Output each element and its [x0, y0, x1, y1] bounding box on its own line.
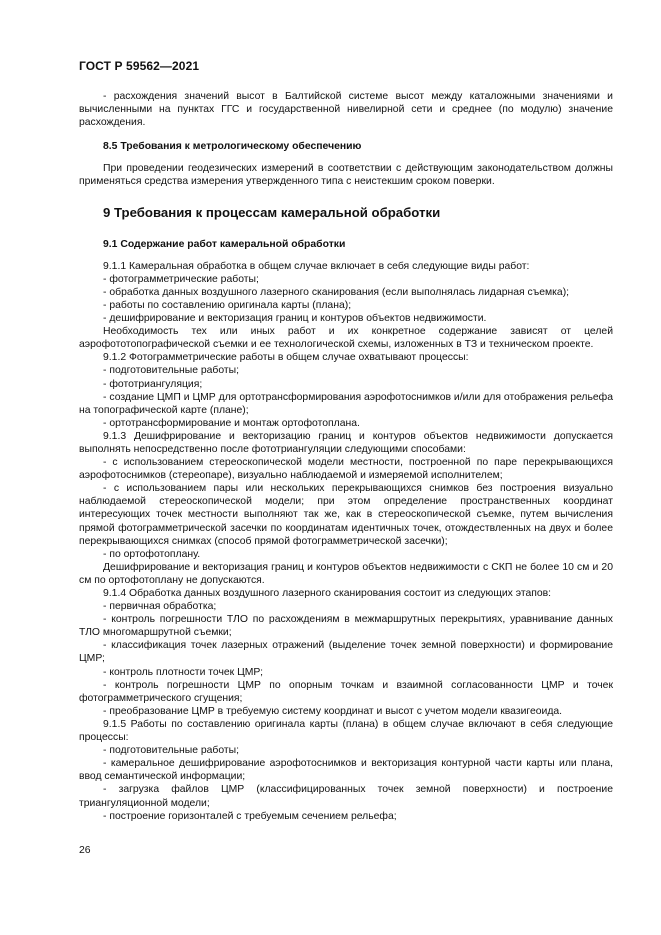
- paragraph: 9.1.5 Работы по составлению оригинала карты (плана) в общем случае включают в себя следующие процессы:: [79, 718, 613, 744]
- list-item: - подготовительные работы;: [103, 365, 240, 377]
- paragraph: При проведении геодезических измерений в соответствии с действующим законодательством должны применяться средства измерения утвержденного типа с неистекшим сроком поверки.: [79, 163, 613, 188]
- paragraph: 9.1.4 Обработка данных воздушного лазерного сканирования состоит из следующих этапов:: [103, 588, 552, 599]
- list-item: - контроль плотности точек ЦМР;: [103, 666, 264, 678]
- paragraph: 9.1.1 Камеральная обработка в общем случае включает в себя следующие виды работ:: [103, 260, 530, 272]
- list-item: - первичная обработка;: [103, 601, 217, 613]
- list-item: - с использованием стереоскопической модели местности, построенной по паре перекрывающихся аэрофотоснимков (стереопаре), визуально наблюдаемой и измеряемой исполнителем;: [79, 457, 613, 482]
- subsection-heading-8-5: 8.5 Требования к метрологическому обеспечению: [103, 141, 362, 153]
- subsection-heading-9-1: 9.1 Содержание работ камеральной обработки: [103, 238, 346, 250]
- list-item: - загрузка файлов ЦМР (классифицированных точек земной поверхности) и построение триангуляционной модели;: [79, 784, 613, 809]
- list-item: - классификация точек лазерных отражений (выделение точек земной поверхности) и формирование ЦМР;: [79, 640, 613, 665]
- page-number: 26: [79, 845, 91, 856]
- list-item: - с использованием пары или нескольких перекрывающихся снимков без построения визуально наблюдаемой стереоскопической модели; при этом определение пространственных координат интересующих точек местности выполняют так же, как в стереоскопической съемке, путем вычисления прямой фотограмметрической засечки по координатам идентичных точек, отождествленных на двух и более перекрывающихся снимках (способ прямой фотограмметрической засечки);: [79, 483, 613, 547]
- list-item: - по ортофотоплану.: [103, 548, 201, 560]
- list-item: - подготовительные работы;: [103, 745, 240, 757]
- paragraph: 9.1.2 Фотограмметрические работы в общем случае охватывают процессы:: [103, 352, 469, 364]
- document-code: ГОСТ Р 59562—2021: [79, 59, 200, 73]
- list-item: - обработка данных воздушного лазерного сканирования (если выполнялась лидарная съемка);: [103, 286, 570, 298]
- list-item: - создание ЦМП и ЦМР для ортотрансформирования аэрофотоснимков и/или для отображения рельефа на топографической карте (плане);: [79, 391, 613, 416]
- paragraph: Дешифрирование и векторизация границ и контуров объектов недвижимости с СКП не более 10 см и 20 см по ортофотоплану не допускаются.: [79, 561, 613, 586]
- list-item: - ортотрансформирование и монтаж ортофотоплана.: [103, 417, 360, 429]
- list-item: - работы по составлению оригинала карты (плана);: [103, 299, 352, 311]
- document-body: [79, 90, 613, 823]
- list-item: - камеральное дешифрирование аэрофотоснимков и векторизация контурной части карты или плана, ввод семантической информации;: [79, 758, 613, 783]
- list-item: - дешифрирование и векторизация границ и контуров объектов недвижимости.: [103, 313, 487, 325]
- paragraph: - расхождения значений высот в Балтийской системе высот между каталожными значениями и вычисленными на пунктах ГГС и государственной нивелирной сети и среднее (по модулю) значение расхождения.: [79, 91, 613, 129]
- list-item: - преобразование ЦМР в требуемую систему координат и высот с учетом модели квазигеоида.: [103, 705, 563, 717]
- list-item: - построение горизонталей с требуемым сечением рельефа;: [103, 810, 397, 822]
- list-item: - контроль погрешности ТЛО по расхождениям в межмаршрутных перекрытиях, уравнивание данных ТЛО многомаршрутной съемки;: [79, 614, 613, 639]
- list-item: - фотограмметрические работы;: [103, 273, 259, 285]
- paragraph: Необходимость тех или иных работ и их конкретное содержание зависят от целей аэрофототопографической съемки и ее технологической схемы, изложенных в ТЗ и техническом проекте.: [79, 326, 613, 351]
- section-heading-9: 9 Требования к процессам камеральной обработки: [103, 204, 441, 220]
- paragraph: 9.1.3 Дешифрирование и векторизацию границ и контуров объектов недвижимости допускается выполнять непосредственно после фототриангуляции следующими способами:: [79, 430, 613, 455]
- list-item: - контроль погрешности ЦМР по опорным точкам и взаимной согласованности ЦМР и точек фотограмметрического сгущения;: [79, 679, 613, 704]
- list-item: - фототриангуляция;: [103, 378, 203, 390]
